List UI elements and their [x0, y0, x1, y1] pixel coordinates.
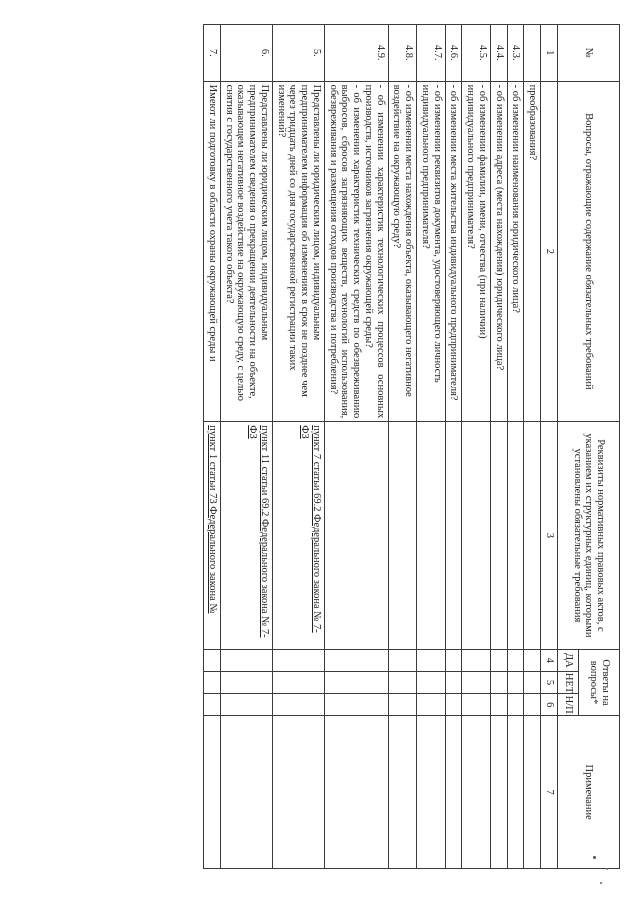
header-num: №	[558, 25, 620, 82]
row-question: - об изменении места нахождения объекта, оказывающего негативное воздействие на окружающую среду?	[388, 81, 417, 422]
answer-na-cell[interactable]	[204, 694, 221, 716]
answer-yes-cell[interactable]	[507, 649, 524, 671]
row-number: 4.6.	[445, 25, 462, 82]
row-number: 6.	[221, 25, 273, 82]
row-number: 4.9.	[325, 25, 389, 82]
note-cell[interactable]	[445, 716, 462, 869]
note-cell[interactable]	[204, 716, 221, 869]
answer-yes-cell[interactable]	[325, 649, 389, 671]
scan-speck	[593, 856, 596, 859]
row-question: - об изменении реквизитов документа, удостоверяющего личность индивидуального предпринимателя?	[417, 81, 446, 422]
answer-no-cell[interactable]	[221, 671, 273, 693]
table-row	[204, 25, 221, 869]
answer-yes-cell[interactable]	[417, 649, 446, 671]
row-reference	[524, 422, 541, 649]
answer-yes-cell[interactable]	[204, 649, 221, 671]
note-cell[interactable]	[507, 716, 524, 869]
answer-na-cell[interactable]	[417, 694, 446, 716]
row-reference	[417, 422, 446, 649]
row-reference	[445, 422, 462, 649]
answer-no-cell[interactable]	[204, 671, 221, 693]
table-row	[445, 25, 462, 869]
answer-no-cell[interactable]	[507, 671, 524, 693]
answer-na-cell[interactable]	[507, 694, 524, 716]
row-reference: пункт 11 статьи 69.2 Федерального закона № 7-ФЗ	[221, 422, 273, 649]
row-question: Имеют ли подготовку в области охраны окружающей среды и	[204, 81, 221, 422]
answer-yes-cell[interactable]	[388, 649, 417, 671]
answer-no-cell[interactable]	[325, 671, 389, 693]
row-number: 4.3.	[507, 25, 524, 82]
answer-yes-cell[interactable]	[273, 649, 325, 671]
requirements-checklist-table	[203, 24, 620, 869]
note-cell[interactable]	[273, 716, 325, 869]
column-number: 5	[541, 671, 558, 693]
answer-na-cell[interactable]	[388, 694, 417, 716]
note-cell[interactable]	[491, 716, 508, 869]
note-cell[interactable]	[462, 716, 491, 869]
column-number: 6	[541, 694, 558, 716]
row-reference: пункт 7 статьи 69.2 Федерального закона № 7-ФЗ	[273, 422, 325, 649]
row-number: 4.8.	[388, 25, 417, 82]
column-number-row	[541, 25, 558, 869]
note-cell[interactable]	[417, 716, 446, 869]
row-number: 4.4.	[491, 25, 508, 82]
header-na: Н/П	[558, 694, 579, 716]
row-number: 4.7.	[417, 25, 446, 82]
row-number: 4.5.	[462, 25, 491, 82]
column-number: 2	[541, 81, 558, 422]
row-reference	[462, 422, 491, 649]
row-number: 5.	[273, 25, 325, 82]
table-row	[491, 25, 508, 869]
note-cell[interactable]	[221, 716, 273, 869]
table-row	[462, 25, 491, 869]
scan-speck	[606, 868, 608, 870]
answer-no-cell[interactable]	[417, 671, 446, 693]
column-number: 7	[541, 716, 558, 869]
header-note: Примечание	[558, 716, 620, 869]
table-row	[388, 25, 417, 869]
answer-no-cell[interactable]	[524, 671, 541, 693]
answer-yes-cell[interactable]	[524, 649, 541, 671]
table-row	[273, 25, 325, 869]
answer-yes-cell[interactable]	[221, 649, 273, 671]
header-question: Вопросы, отражающие содержание обязательных требований	[558, 81, 620, 422]
row-question: - об изменении характеристик технологических процессов основных производств, источников загрязнения окружающей среды? - об изменении характеристик технических средств по обезвреживанию выбросов, сбросов загрязняющих веществ, технологий использования, обезвреживания и размещения отходов производства и потребления?	[325, 81, 389, 422]
row-reference	[491, 422, 508, 649]
row-question: Представлены ли юридическим лицом, индивидуальным предпринимателем сведения о прекращении деятельности на объекте, оказывающем негативное воздействие на окружающую среду, с целью снятия с государственного учета такого объекта?	[221, 81, 273, 422]
table-row	[507, 25, 524, 869]
answer-yes-cell[interactable]	[462, 649, 491, 671]
answer-na-cell[interactable]	[462, 694, 491, 716]
answer-na-cell[interactable]	[524, 694, 541, 716]
answer-yes-cell[interactable]	[491, 649, 508, 671]
note-cell[interactable]	[325, 716, 389, 869]
column-number: 4	[541, 649, 558, 671]
row-question: - об изменении адреса (места нахождения) юридического лица?	[491, 81, 508, 422]
note-cell[interactable]	[524, 716, 541, 869]
header-reference: Реквизиты нормативных правовых актов, с указанием их структурных единиц, которыми установлены обязательные требования	[558, 422, 620, 649]
table-row	[524, 25, 541, 869]
header-no: НЕТ	[558, 671, 579, 693]
answer-na-cell[interactable]	[273, 694, 325, 716]
answer-na-cell[interactable]	[445, 694, 462, 716]
answer-no-cell[interactable]	[445, 671, 462, 693]
header-yes: ДА	[558, 649, 579, 671]
table-row	[417, 25, 446, 869]
answer-no-cell[interactable]	[273, 671, 325, 693]
answer-no-cell[interactable]	[462, 671, 491, 693]
answer-no-cell[interactable]	[491, 671, 508, 693]
column-number: 3	[541, 422, 558, 649]
row-number	[524, 25, 541, 82]
row-question: - об изменении наименования юридического лица?	[507, 81, 524, 422]
table-row	[221, 25, 273, 869]
answer-na-cell[interactable]	[221, 694, 273, 716]
row-question: - об изменении места жительства индивидуального предпринимателя?	[445, 81, 462, 422]
note-cell[interactable]	[388, 716, 417, 869]
row-question: - об изменении фамилии, имени, отчества (при наличии) индивидуального предпринимателя?	[462, 81, 491, 422]
answer-yes-cell[interactable]	[445, 649, 462, 671]
row-reference: пункт 1 статьи 73 Федерального закона №	[204, 422, 221, 649]
answer-na-cell[interactable]	[491, 694, 508, 716]
table-header-row	[579, 25, 620, 869]
header-answers: Ответы на вопросы*	[579, 649, 620, 716]
table-row	[325, 25, 389, 869]
column-number: 1	[541, 25, 558, 82]
row-question: Представлены ли юридическим лицом, индивидуальным предпринимателем информация об изменениях в срок не позднее чем через тридцать дней со дня государственной регистрации таких изменений?	[273, 81, 325, 422]
answer-no-cell[interactable]	[388, 671, 417, 693]
row-number: 7.	[204, 25, 221, 82]
row-reference	[388, 422, 417, 649]
scan-speck	[600, 882, 602, 884]
row-reference	[507, 422, 524, 649]
answer-na-cell[interactable]	[325, 694, 389, 716]
row-question: преобразования?	[524, 81, 541, 422]
row-reference	[325, 422, 389, 649]
